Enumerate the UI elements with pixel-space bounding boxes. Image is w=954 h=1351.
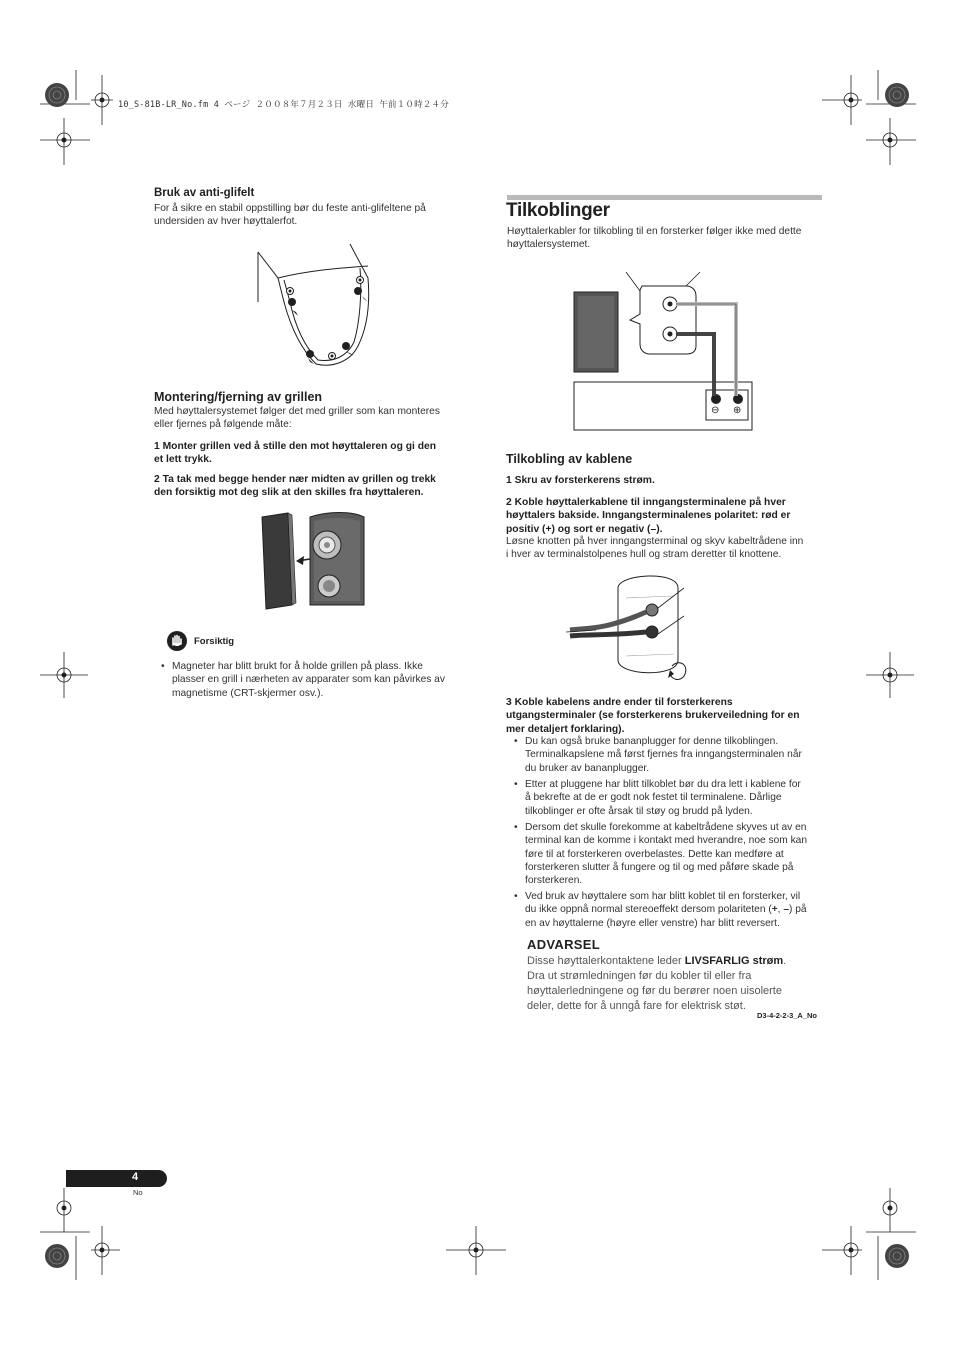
section-title: Tilkoblinger bbox=[506, 200, 610, 221]
cables-heading: Tilkobling av kablene bbox=[506, 452, 633, 466]
grille-text: Med høyttalersystemet følger det med griller som kan monteres eller fjernes på følgende måte: bbox=[154, 406, 440, 431]
print-header-line: 10_S-81B-LR_No.fm 4 ページ ２００８年７月２３日 水曜日 午前１０時２４分 bbox=[118, 100, 449, 110]
anti-slip-text: For å sikre en stabil oppstilling bør du feste anti-glifeltene på undersiden av hver høyttalerfot. bbox=[154, 203, 426, 228]
caution-label: Forsiktig bbox=[194, 636, 235, 647]
warning-text: Disse høyttalerkontaktene leder LIVSFARLIG strøm. Dra ut strømledningen før du kobler til eller fra høyttalerledningene og før du berører noen uisolerte deler, dette for å unngå fare for elektrisk støt. bbox=[527, 955, 787, 1012]
terminal-cable-illustration bbox=[566, 570, 696, 690]
cables-bullet-4: • Ved bruk av høyttalere som har blitt koblet til en forsterker, vil du ikke oppnå normal stereoeffekt dersom polariteten (+, –) på en av høyttalerne (høyre eller venstre) har blitt reversert. bbox=[525, 890, 825, 930]
caution-hand-icon bbox=[167, 631, 187, 651]
cables-bullet-2: • Etter at pluggene har blitt tilkoblet bør du dra lett i kablene for å bekrefte at de er godt nok festet til terminalene. Dårlige tilkoblinger er ofte årsak til støy og brudd på lyden. bbox=[525, 778, 825, 818]
anti-slip-heading: Bruk av anti-glifelt bbox=[154, 187, 255, 199]
cables-step-3: 3 Koble kabelens andre ender til forsterkerens utgangsterminaler (se forsterkerens brukerveiledning for en mer detaljert forklaring). bbox=[506, 697, 800, 735]
cables-step-2: 2 Koble høyttalerkablene til inngangsterminalene på hver høyttalers bakside. Inngangsterminalenes polaritet: rød er positiv (+) og sort er negativ (–). bbox=[506, 497, 791, 535]
cables-bullet-3: • Dersom det skulle forekomme at kabeltrådene skyves ut av en terminal kan de komme i kontakt med hverandre, noe som kan føre til at forsterkeren overbelastes. Dette kan medføre at forsterkeren slutter å fungere og til og med påføre skade på forsterkeren. bbox=[525, 821, 825, 887]
grille-heading: Montering/fjerning av grillen bbox=[154, 390, 323, 404]
connections-intro: Høyttalerkabler for tilkobling til en forsterker følger ikke med dette høyttalersystemet. bbox=[507, 226, 802, 251]
amp-minus-terminal-label: ⊖ bbox=[711, 405, 720, 416]
page-number-badge bbox=[66, 1170, 167, 1187]
grille-removal-illustration bbox=[258, 511, 368, 611]
warning-code: D3-4-2-2-3_A_No bbox=[757, 1011, 818, 1020]
page-number: 4 bbox=[132, 1171, 139, 1183]
speaker-underside-illustration bbox=[250, 242, 390, 372]
grille-step-1: 1 Monter grillen ved å stille den mot høyttaleren og gi den et lett trykk. bbox=[154, 441, 437, 466]
amplifier-connection-diagram bbox=[570, 268, 760, 433]
cables-step-2-text: Løsne knotten på hver inngangsterminal og skyv kabeltrådene inn i hver av terminalstolpenes hull og stram deretter til knottene. bbox=[506, 536, 804, 561]
cables-bullet-1: • Du kan også bruke bananplugger for denne tilkoblingen. Terminalkapslene må først fjernes fra inngangsterminalen når du bruker av bananplugger. bbox=[525, 735, 825, 775]
warning-title: ADVARSEL bbox=[527, 937, 600, 952]
amp-plus-terminal-label: ⊕ bbox=[733, 405, 742, 416]
cables-step-1: 1 Skru av forsterkerens strøm. bbox=[506, 475, 655, 486]
grille-step-2: 2 Ta tak med begge hender nær midten av grillen og trekk den forsiktig mot deg slik at den skilles fra høyttaleren. bbox=[154, 474, 436, 499]
page-language: No bbox=[133, 1188, 143, 1197]
caution-bullet: • Magneter har blitt brukt for å holde grillen på plass. Ikke plasser en grill i nærheten av apparater som kan påvirkes av magnetisme (CRT-skjermer osv.). bbox=[172, 660, 472, 700]
